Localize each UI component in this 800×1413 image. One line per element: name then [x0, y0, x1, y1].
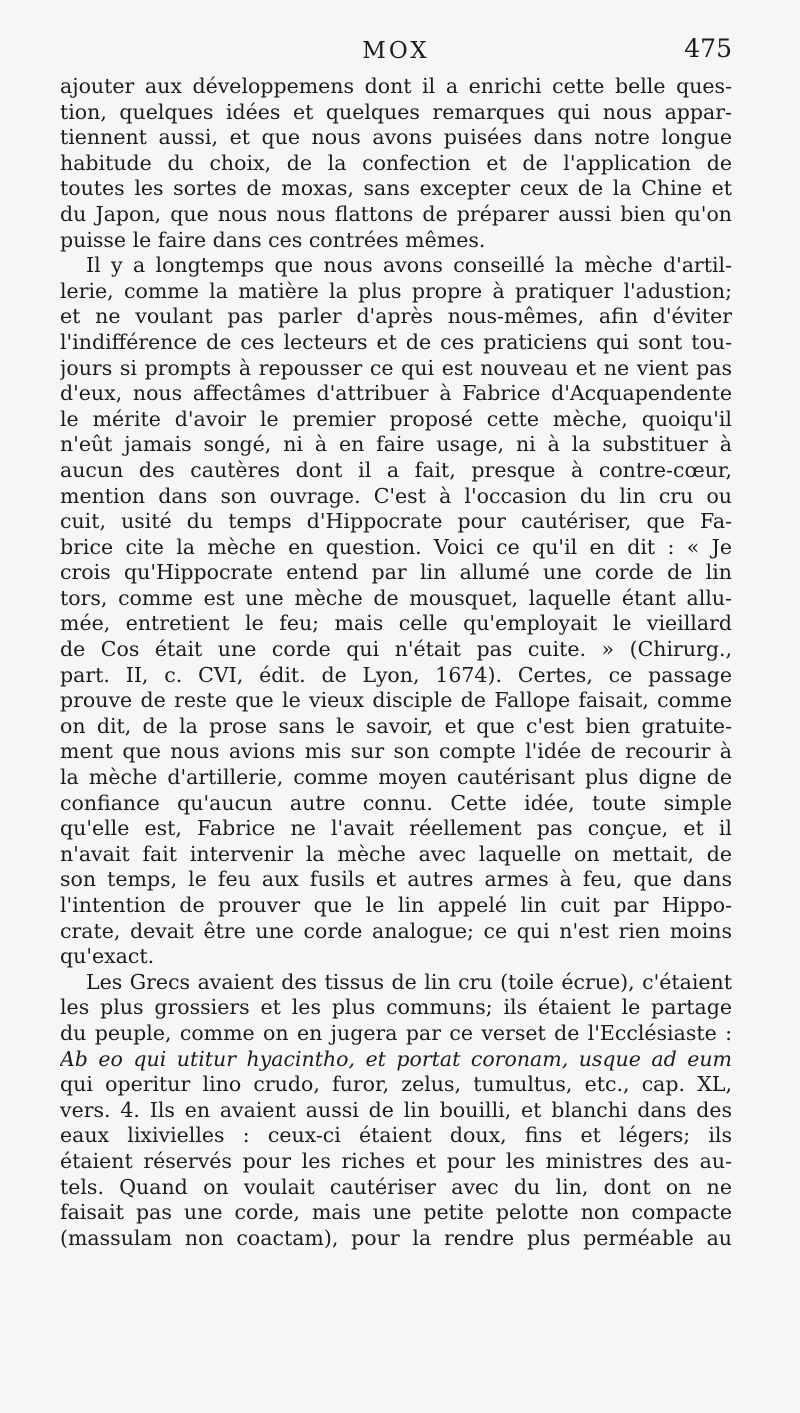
text-line: du Japon, que nous nous flattons de préparer aussi bien qu'on — [60, 201, 732, 226]
text-line: faisait pas une corde, mais une petite pelotte non compacte — [60, 1200, 732, 1225]
text-line: tors, comme est une mèche de mousquet, laquelle étant allu- — [60, 585, 732, 610]
text-line: qui operitur lino crudo, furor, zelus, tumultus, etc., cap. XL, — [60, 1072, 732, 1097]
text-line: tiennent aussi, et que nous avons puisées dans notre longue — [60, 125, 732, 150]
text-line: mention dans son ouvrage. C'est à l'occasion du lin cru ou — [60, 483, 732, 508]
text-line: jours si prompts à repousser ce qui est nouveau et ne vient pas — [60, 355, 732, 380]
paragraph-start-line: Il y a longtemps que nous avons conseillé la mèche d'artil- — [86, 253, 732, 278]
text-line: habitude du choix, de la confection et de l'application de — [60, 150, 732, 175]
running-head — [60, 30, 732, 74]
text-line: n'eût jamais songé, ni à en faire usage, ni à la substituer à — [60, 432, 732, 457]
text-line: étaient réservés pour les riches et pour les ministres des au- — [60, 1148, 732, 1173]
paragraph-start-line: Les Grecs avaient des tissus de lin cru (toile écrue), c'étaient — [86, 969, 732, 994]
paragraph-end-line: puisse le faire dans ces contrées mêmes. — [60, 227, 486, 252]
text-line: son temps, le feu aux fusils et autres armes à feu, que dans — [60, 867, 732, 892]
text-line: vers. 4. Ils en avaient aussi de lin bouilli, et blanchi dans des — [60, 1097, 732, 1122]
paragraph-end-line: qu'exact. — [60, 944, 155, 969]
body-text — [60, 74, 732, 1251]
text-line: l'intention de prouver que le lin appelé lin cuit par Hippo- — [60, 893, 732, 917]
text-line: toutes les sortes de moxas, sans excepter ceux de la Chine et — [60, 176, 732, 201]
text-line: part. II, c. CVI, édit. de Lyon, 1674). Certes, ce passage — [60, 662, 732, 687]
text-line: cuit, usité du temps d'Hippocrate pour cautériser, que Fa- — [60, 509, 732, 534]
text-line: la mèche d'artillerie, comme moyen cautérisant plus digne de — [60, 765, 732, 790]
text-line: qu'elle est, Fabrice ne l'avait réellement pas conçue, et il — [60, 816, 732, 841]
text-line: d'eux, nous affectâmes d'attribuer à Fabrice d'Acquapendente — [60, 381, 732, 406]
text-line: mée, entretient le feu; mais celle qu'employait le vieillard — [60, 611, 732, 636]
text-line: du peuple, comme on en jugera par ce verset de l'Ecclésiaste : — [60, 1020, 732, 1045]
text-line: crois qu'Hippocrate entend par lin allumé une corde de lin — [60, 560, 732, 585]
text-line: ajouter aux développemens dont il a enrichi cette belle ques- — [60, 74, 732, 98]
running-title: MOX — [362, 38, 430, 64]
text-line: et ne voulant pas parler d'après nous-mêmes, afin d'éviter — [60, 304, 732, 329]
text-line: aucun des cautères dont il a fait, presque à contre-cœur, — [60, 457, 732, 482]
text-line: l'indifférence de ces lecteurs et de ces praticiens qui sont tou- — [60, 329, 732, 354]
text-line: lerie, comme la matière la plus propre à pratiquer l'adustion; — [60, 278, 732, 303]
text-line: tels. Quand on voulait cautériser avec du lin, dont on ne — [60, 1174, 732, 1199]
text-line: eaux lixivielles : ceux-ci étaient doux, fins et légers; ils — [60, 1123, 732, 1148]
text-line: confiance qu'aucun autre connu. Cette idée, toute simple — [60, 790, 732, 815]
latin-quote-line: Ab eo qui utitur hyacintho, et portat coronam, usque ad eum — [60, 1046, 732, 1071]
text-line: n'avait fait intervenir la mèche avec laquelle on mettait, de — [60, 841, 732, 866]
text-line: on dit, de la prose sans le savoir, et que c'est bien gratuite- — [60, 713, 732, 738]
text-line: crate, devait être une corde analogue; ce qui n'est rien moins — [60, 918, 732, 943]
text-line: (massulam non coactam), pour la rendre plus perméable au — [60, 1225, 732, 1250]
text-line: tion, quelques idées et quelques remarques qui nous appar- — [60, 99, 732, 124]
text-line: ment que nous avions mis sur son compte l'idée de recourir à — [60, 739, 732, 764]
text-line: de Cos était une corde qui n'était pas cuite. » (Chirurg., — [60, 637, 732, 662]
text-line: les plus grossiers et les plus communs; ils étaient le partage — [60, 995, 732, 1020]
text-line: prouve de reste que le vieux disciple de Fallope faisait, comme — [60, 688, 732, 713]
text-line: brice cite la mèche en question. Voici ce qu'il en dit : « Je — [60, 534, 732, 559]
text-line: le mérite d'avoir le premier proposé cette mèche, quoiqu'il — [60, 406, 732, 431]
page-number: 475 — [684, 34, 732, 63]
